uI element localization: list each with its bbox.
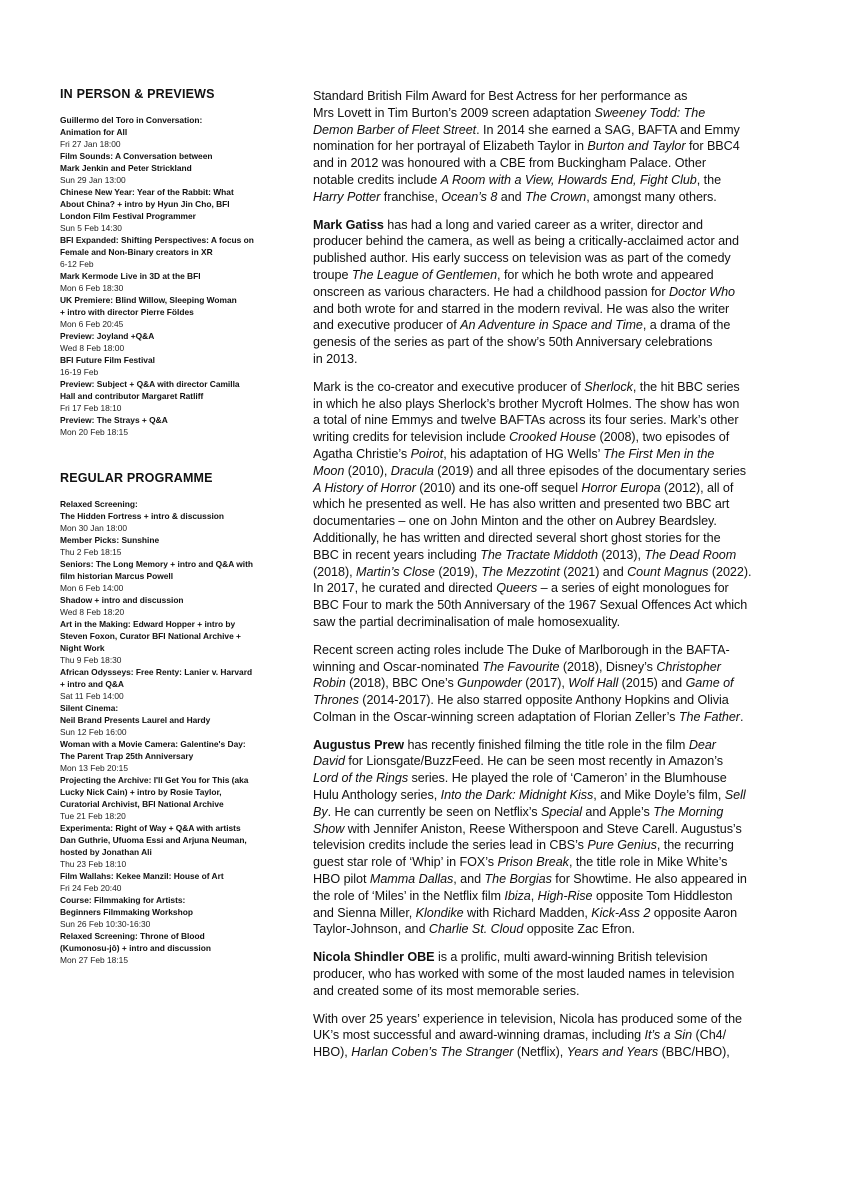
event-date: Sun 29 Jan 13:00 bbox=[60, 175, 126, 185]
event-title: UK Premiere: Blind Willow, Sleeping Woman + intro with director Pierre Földes bbox=[60, 295, 237, 317]
event-date: Mon 6 Feb 14:00 bbox=[60, 583, 124, 593]
event-listing bbox=[60, 774, 292, 822]
event-date: Mon 13 Feb 20:15 bbox=[60, 763, 128, 773]
event-title: Film Wallahs: Kekee Manzil: House of Art bbox=[60, 871, 224, 881]
biography-column bbox=[313, 88, 791, 1072]
event-listing bbox=[60, 618, 292, 666]
bio-paragraph-nicola-shindler: Nicola Shindler OBE is a prolific, multi award-winning British television producer, who has worked with some of the most lauded names in television and created some of its most memorable series. bbox=[313, 950, 735, 998]
event-listing bbox=[60, 702, 292, 738]
event-title: Mark Kermode Live in 3D at the BFI bbox=[60, 271, 201, 281]
event-date: Fri 17 Feb 18:10 bbox=[60, 403, 122, 413]
event-date: Thu 2 Feb 18:15 bbox=[60, 547, 122, 557]
event-date: Thu 23 Feb 18:10 bbox=[60, 859, 127, 869]
event-listing bbox=[60, 414, 292, 438]
event-date: Sat 11 Feb 14:00 bbox=[60, 691, 124, 701]
in-person-heading: IN PERSON & PREVIEWS bbox=[60, 87, 215, 101]
event-date: Mon 30 Jan 18:00 bbox=[60, 523, 128, 533]
event-date: Sun 5 Feb 14:30 bbox=[60, 223, 122, 233]
event-date: Mon 6 Feb 18:30 bbox=[60, 283, 124, 293]
event-date: Thu 9 Feb 18:30 bbox=[60, 655, 122, 665]
event-title: Chinese New Year: Year of the Rabbit: What About China? + intro by Hyun Jin Cho, BFI London Film Festival Programmer bbox=[60, 187, 234, 221]
event-listing bbox=[60, 534, 292, 558]
event-date: 16-19 Feb bbox=[60, 367, 99, 377]
event-title: Guillermo del Toro in Conversation: Animation for All bbox=[60, 115, 203, 137]
event-date: Fri 27 Jan 18:00 bbox=[60, 139, 121, 149]
event-listing bbox=[60, 822, 292, 870]
bio-paragraph-7: With over 25 years’ experience in television, Nicola has produced some of the UK’s most successful and award-winning dramas, including It’s a Sin (Ch4/ HBO), Harlan Coben’s The Stranger (Netflix), Years and Years (BBC/HBO), bbox=[313, 1011, 742, 1060]
person-name: Mark Gatiss bbox=[313, 217, 384, 232]
event-listing bbox=[60, 594, 292, 618]
event-listing bbox=[60, 738, 292, 774]
in-person-list bbox=[60, 114, 292, 438]
bio-paragraph-3: Mark is the co-creator and executive producer of Sherlock, the hit BBC series in which he also plays Sherlock’s brother Mycroft Holmes. The show has won a total of nine Emmys and twelve BAFTAs across its four series. Mark’s other writing credits for television include Crooked House (2008), two episodes of Agatha Christie’s Poirot, his adaptation of HG Wells’ The First Men in the Moon (2010), Dracula (2019) and all three episodes of the documentary series A History of Horror (2010) and its one-off sequel Horror Europa (2012), all of which he presented as well. He has also written and presented two BBC art documentaries – one on John Minton and the other on Aubrey Beardsley. Additionally, he has written and directed several short ghost stories for the BBC in recent years including The Tractate Middoth (2013), The Dead Room (2018), Martin’s Close (2019), The Mezzotint (2021) and Count Magnus (2022). In 2017, he curated and directed Queers – a series of eight monologues for BBC Four to mark the 50th Anniversary of the 1967 Sexual Offences Act which saw the partial decriminalisation of male homosexuality. bbox=[313, 379, 752, 629]
event-date: 6-12 Feb bbox=[60, 259, 94, 269]
event-date: Sun 12 Feb 16:00 bbox=[60, 727, 127, 737]
regular-programme-heading: REGULAR PROGRAMME bbox=[60, 471, 213, 485]
event-listing bbox=[60, 870, 292, 894]
event-listing bbox=[60, 498, 292, 534]
event-listing bbox=[60, 666, 292, 702]
event-title: Silent Cinema: Neil Brand Presents Laurel and Hardy bbox=[60, 703, 211, 725]
event-date: Mon 6 Feb 20:45 bbox=[60, 319, 124, 329]
event-listing bbox=[60, 294, 292, 330]
event-title: Relaxed Screening: Throne of Blood (Kumonosu-jô) + intro and discussion bbox=[60, 931, 211, 953]
bio-paragraph-1: Standard British Film Award for Best Actress for her performance as Mrs Lovett in Tim Burton’s 2009 screen adaptation Sweeney Todd: The Demon Barber of Fleet Street. In 2014 she earned a SAG, BAFTA and Emmy nomination for her portrayal of Elizabeth Taylor in Burton and Taylor for BBC4 and in 2012 was honoured with a CBE from Buckingham Palace. Other notable credits include A Room with a View, Howards End, Fight Club, the Harry Potter franchise, Ocean’s 8 and The Crown, amongst many others. bbox=[313, 89, 740, 204]
event-listing bbox=[60, 354, 292, 378]
regular-programme-list bbox=[60, 498, 292, 966]
event-title: Member Picks: Sunshine bbox=[60, 535, 160, 545]
event-title: Preview: The Strays + Q&A bbox=[60, 415, 168, 425]
event-title: Preview: Subject + Q&A with director Camilla Hall and contributor Margaret Ratliff bbox=[60, 379, 240, 401]
bio-paragraph-4: Recent screen acting roles include The Duke of Marlborough in the BAFTA- winning and Oscar-nominated The Favourite (2018), Disney’s Christopher Robin (2018), BBC One’s Gunpowder (2017), Wolf Hall (2015) and Game of Thrones (2014-2017). He also starred opposite Anthony Hopkins and Olivia Colman in the Oscar-winning screen adaptation of Florian Zeller’s The Father. bbox=[313, 642, 744, 724]
event-listing bbox=[60, 378, 292, 414]
event-date: Tue 21 Feb 18:20 bbox=[60, 811, 126, 821]
event-title: Projecting the Archive: I'll Get You for This (aka Lucky Nick Cain) + intro by Rosie Taylor, Curatorial Archivist, BFI National Archive bbox=[60, 775, 249, 809]
event-date: Fri 24 Feb 20:40 bbox=[60, 883, 122, 893]
event-title: BFI Future Film Festival bbox=[60, 355, 155, 365]
event-listing bbox=[60, 330, 292, 354]
event-date: Mon 20 Feb 18:15 bbox=[60, 427, 128, 437]
event-listing bbox=[60, 558, 292, 594]
event-date: Wed 8 Feb 18:20 bbox=[60, 607, 125, 617]
person-name: Nicola Shindler OBE bbox=[313, 950, 435, 965]
event-title: Woman with a Movie Camera: Galentine's Day: The Parent Trap 25th Anniversary bbox=[60, 739, 246, 761]
events-column bbox=[60, 86, 292, 966]
event-title: Course: Filmmaking for Artists: Beginners Filmmaking Workshop bbox=[60, 895, 193, 917]
event-date: Wed 8 Feb 18:00 bbox=[60, 343, 125, 353]
event-listing bbox=[60, 234, 292, 270]
event-title: Preview: Joyland +Q&A bbox=[60, 331, 155, 341]
event-listing bbox=[60, 930, 292, 966]
event-title: Art in the Making: Edward Hopper + intro by Steven Foxon, Curator BFI National Archive + Night Work bbox=[60, 619, 241, 653]
bio-paragraph-mark-gatiss: Mark Gatiss has had a long and varied career as a writer, director and producer behind the camera, as well as being a critically-acclaimed actor and published author. His early success on television was as part of the comedy troupe The League of Gentlemen, for which he both wrote and appeared onscreen as various characters. He had a childhood passion for Doctor Who and both wrote for and starred in the modern revival. He was also the writer and executive producer of An Adventure in Space and Time, a drama of the genesis of the series as part of the show’s 50th Anniversary celebrations in 2013. bbox=[313, 217, 739, 366]
event-listing bbox=[60, 150, 292, 186]
event-listing bbox=[60, 894, 292, 930]
event-date: Sun 26 Feb 10:30-16:30 bbox=[60, 919, 151, 929]
event-title: Relaxed Screening: The Hidden Fortress + intro & discussion bbox=[60, 499, 225, 521]
event-title: African Odysseys: Free Renty: Lanier v. Harvard + intro and Q&A bbox=[60, 667, 253, 689]
event-title: Film Sounds: A Conversation between Mark Jenkin and Peter Strickland bbox=[60, 151, 213, 173]
event-date: Mon 27 Feb 18:15 bbox=[60, 955, 128, 965]
event-listing bbox=[60, 270, 292, 294]
event-title: Seniors: The Long Memory + intro and Q&A with film historian Marcus Powell bbox=[60, 559, 254, 581]
event-title: Experimenta: Right of Way + Q&A with artists Dan Guthrie, Ufuoma Essi and Arjuna Neuman, hosted by Jonathan Ali bbox=[60, 823, 247, 857]
person-name: Augustus Prew bbox=[313, 737, 405, 752]
event-listing bbox=[60, 114, 292, 150]
event-listing bbox=[60, 186, 292, 234]
event-title: BFI Expanded: Shifting Perspectives: A focus on Female and Non-Binary creators in XR bbox=[60, 235, 254, 257]
event-title: Shadow + intro and discussion bbox=[60, 595, 184, 605]
bio-paragraph-augustus-prew: Augustus Prew has recently finished filming the title role in the film Dear David for Lionsgate/BuzzFeed. He can be seen most recently in Amazon’s Lord of the Rings series. He played the role of ‘Cameron’ in the Blumhouse Hulu Anthology series, Into the Dark: Midnight Kiss, and Mike Doyle’s film, Sell By. He can currently be seen on Netflix’s Special and Apple’s The Morning Show with Jennifer Aniston, Reese Witherspoon and Steve Carell. Augustus’s television credits include the series lead in CBS’s Pure Genius, the recurring guest star role of ‘Whip’ in FOX’s Prison Break, the title role in Mike White’s HBO pilot Mamma Dallas, and The Borgias for Showtime. He also appeared in the role of ‘Miles’ in the Netflix film Ibiza, High-Rise opposite Tom Hiddleston and Sienna Miller, Klondike with Richard Madden, Kick-Ass 2 opposite Aaron Taylor-Johnson, and Charlie St. Cloud opposite Zac Efron. bbox=[313, 737, 747, 937]
